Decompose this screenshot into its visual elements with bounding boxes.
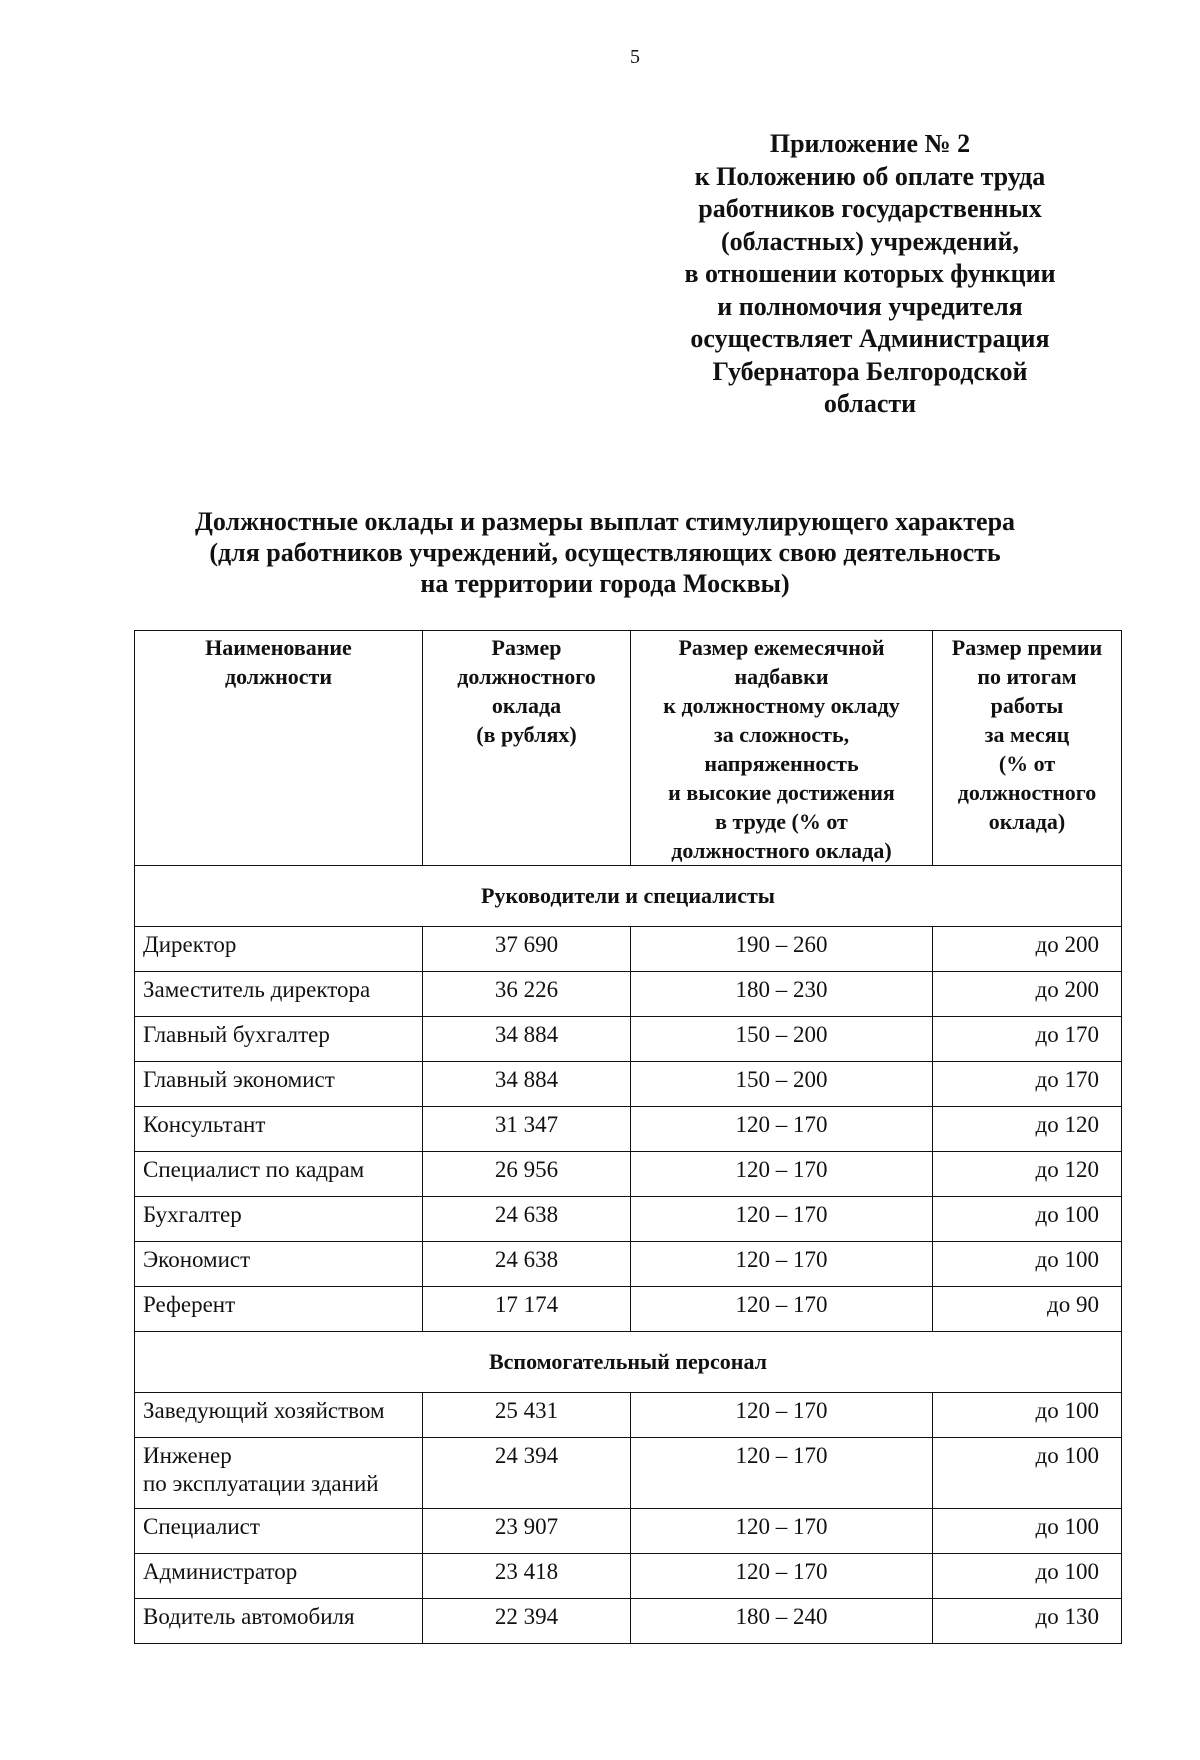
header-bonus [933, 631, 1122, 866]
section-row [135, 866, 1122, 927]
document-title [130, 506, 1080, 599]
table-row [135, 1197, 1122, 1242]
bonus-cell: до 170 [933, 1017, 1122, 1062]
bonus-cell: до 200 [933, 927, 1122, 972]
section-row [135, 1332, 1122, 1393]
table-row [135, 1152, 1122, 1197]
bonus-cell: до 100 [933, 1438, 1122, 1509]
table-row [135, 1554, 1122, 1599]
position-name: Главный экономист [143, 1067, 335, 1092]
bonus-cell: до 100 [933, 1393, 1122, 1438]
allowance-cell: 120 – 170 [631, 1509, 933, 1554]
header-line: (в рублях) [476, 722, 577, 747]
position-cell [135, 1509, 423, 1554]
bonus-cell: до 100 [933, 1554, 1122, 1599]
header-line: оклада) [988, 809, 1066, 834]
section-title: Вспомогательный персонал [135, 1332, 1122, 1393]
position-name: Водитель автомобиля [143, 1604, 355, 1629]
salary-cell: 31 347 [423, 1107, 631, 1152]
appendix-line: области [823, 389, 917, 418]
header-line: напряженность [704, 751, 859, 776]
salary-cell: 36 226 [423, 972, 631, 1017]
allowance-cell: 150 – 200 [631, 1017, 933, 1062]
appendix-heading [660, 128, 1080, 421]
position-name: Заместитель директора [143, 977, 371, 1002]
salary-table [134, 630, 1122, 1644]
table-row [135, 1062, 1122, 1107]
header-position [135, 631, 423, 866]
salary-cell: 26 956 [423, 1152, 631, 1197]
position-name: Референт [143, 1292, 236, 1317]
salary-cell: 37 690 [423, 927, 631, 972]
header-line: работы [990, 693, 1064, 718]
bonus-cell: до 120 [933, 1107, 1122, 1152]
table-row [135, 1242, 1122, 1287]
allowance-cell: 120 – 170 [631, 1107, 933, 1152]
header-line: и высокие достижения [668, 780, 895, 805]
bonus-cell: до 100 [933, 1509, 1122, 1554]
position-cell [135, 1152, 423, 1197]
position-cell [135, 1197, 423, 1242]
bonus-cell: до 90 [933, 1287, 1122, 1332]
position-name: Специалист по кадрам [143, 1157, 365, 1182]
header-line: Размер ежемесячной [678, 635, 885, 660]
appendix-line: в отношении которых функции [684, 259, 1056, 288]
position-cell [135, 1107, 423, 1152]
table-row [135, 1599, 1122, 1644]
header-line: Наименование [205, 635, 352, 660]
table-row [135, 1017, 1122, 1062]
salary-cell: 24 394 [423, 1438, 631, 1509]
position-cell [135, 1242, 423, 1287]
position-cell [135, 1393, 423, 1438]
appendix-line: работников государственных [698, 194, 1042, 223]
header-line: должностного [457, 664, 596, 689]
header-line: к должностному окладу [663, 693, 900, 718]
appendix-line: Губернатора Белгородской [712, 356, 1028, 386]
table-body [135, 866, 1122, 1644]
header-line: должностного оклада) [671, 838, 892, 863]
allowance-cell: 180 – 230 [631, 972, 933, 1017]
header-line: должности [224, 664, 333, 689]
header-salary [423, 631, 631, 866]
appendix-line: к Положению об оплате труда [694, 161, 1046, 191]
salary-cell: 25 431 [423, 1393, 631, 1438]
page-number: 5 [630, 46, 640, 68]
table-row [135, 927, 1122, 972]
salary-cell: 17 174 [423, 1287, 631, 1332]
allowance-cell: 120 – 170 [631, 1152, 933, 1197]
table-row [135, 1509, 1122, 1554]
table-row [135, 1438, 1122, 1509]
salary-cell: 24 638 [423, 1197, 631, 1242]
salary-cell: 23 418 [423, 1554, 631, 1599]
position-cell [135, 1599, 423, 1644]
salary-cell: 34 884 [423, 1017, 631, 1062]
table-header-row [135, 631, 1122, 866]
position-cell [135, 972, 423, 1017]
position-cell [135, 1062, 423, 1107]
bonus-cell: до 100 [933, 1197, 1122, 1242]
position-cell [135, 1438, 423, 1509]
allowance-cell: 120 – 170 [631, 1242, 933, 1287]
header-line: в труде (% от [715, 809, 848, 834]
salary-cell: 22 394 [423, 1599, 631, 1644]
header-line: по итогам [977, 664, 1077, 689]
salary-cell: 34 884 [423, 1062, 631, 1107]
title-line: на территории города Москвы) [420, 569, 790, 598]
allowance-cell: 190 – 260 [631, 927, 933, 972]
appendix-line: (областных) учреждений, [721, 226, 1019, 256]
position-cell [135, 1017, 423, 1062]
position-name: Заведующий хозяйством [143, 1398, 385, 1423]
table-row [135, 1287, 1122, 1332]
position-cell [135, 927, 423, 972]
header-line: должностного [957, 780, 1097, 805]
header-line: (% от [998, 751, 1056, 776]
allowance-cell: 150 – 200 [631, 1062, 933, 1107]
header-line: Размер премии [951, 635, 1103, 660]
appendix-line: и полномочия учредителя [717, 291, 1023, 321]
table-row [135, 1393, 1122, 1438]
title-line: (для работников учреждений, осуществляющих свою деятельность [209, 538, 1001, 567]
position-name: Бухгалтер [143, 1202, 242, 1227]
bonus-cell: до 100 [933, 1242, 1122, 1287]
allowance-cell: 120 – 170 [631, 1554, 933, 1599]
header-line: оклада [491, 693, 562, 718]
position-name: Администратор [143, 1559, 298, 1584]
allowance-cell: 180 – 240 [631, 1599, 933, 1644]
position-name: по эксплуатации зданий [143, 1471, 379, 1496]
table-row [135, 972, 1122, 1017]
bonus-cell: до 120 [933, 1152, 1122, 1197]
header-line: за сложность, [713, 722, 850, 747]
position-cell [135, 1287, 423, 1332]
bonus-cell: до 170 [933, 1062, 1122, 1107]
allowance-cell: 120 – 170 [631, 1438, 933, 1509]
position-name: Специалист [143, 1514, 260, 1539]
bonus-cell: до 200 [933, 972, 1122, 1017]
bonus-cell: до 130 [933, 1599, 1122, 1644]
appendix-line: осуществляет Администрация [690, 324, 1050, 353]
header-line: надбавки [734, 664, 829, 689]
position-name: Директор [143, 932, 237, 957]
table-row [135, 1107, 1122, 1152]
salary-cell: 23 907 [423, 1509, 631, 1554]
allowance-cell: 120 – 170 [631, 1197, 933, 1242]
position-name: Консультант [143, 1112, 266, 1137]
header-line: за месяц [984, 722, 1070, 747]
position-name: Главный бухгалтер [143, 1022, 330, 1047]
position-name: Инженер [143, 1443, 232, 1468]
position-cell [135, 1554, 423, 1599]
appendix-line: Приложение № 2 [769, 129, 971, 158]
title-line: Должностные оклады и размеры выплат стимулирующего характера [194, 507, 1016, 536]
allowance-cell: 120 – 170 [631, 1287, 933, 1332]
header-line: Размер [491, 635, 562, 660]
allowance-cell: 120 – 170 [631, 1393, 933, 1438]
salary-cell: 24 638 [423, 1242, 631, 1287]
header-allowance [631, 631, 933, 866]
position-name: Экономист [143, 1247, 251, 1272]
section-title: Руководители и специалисты [135, 866, 1122, 927]
